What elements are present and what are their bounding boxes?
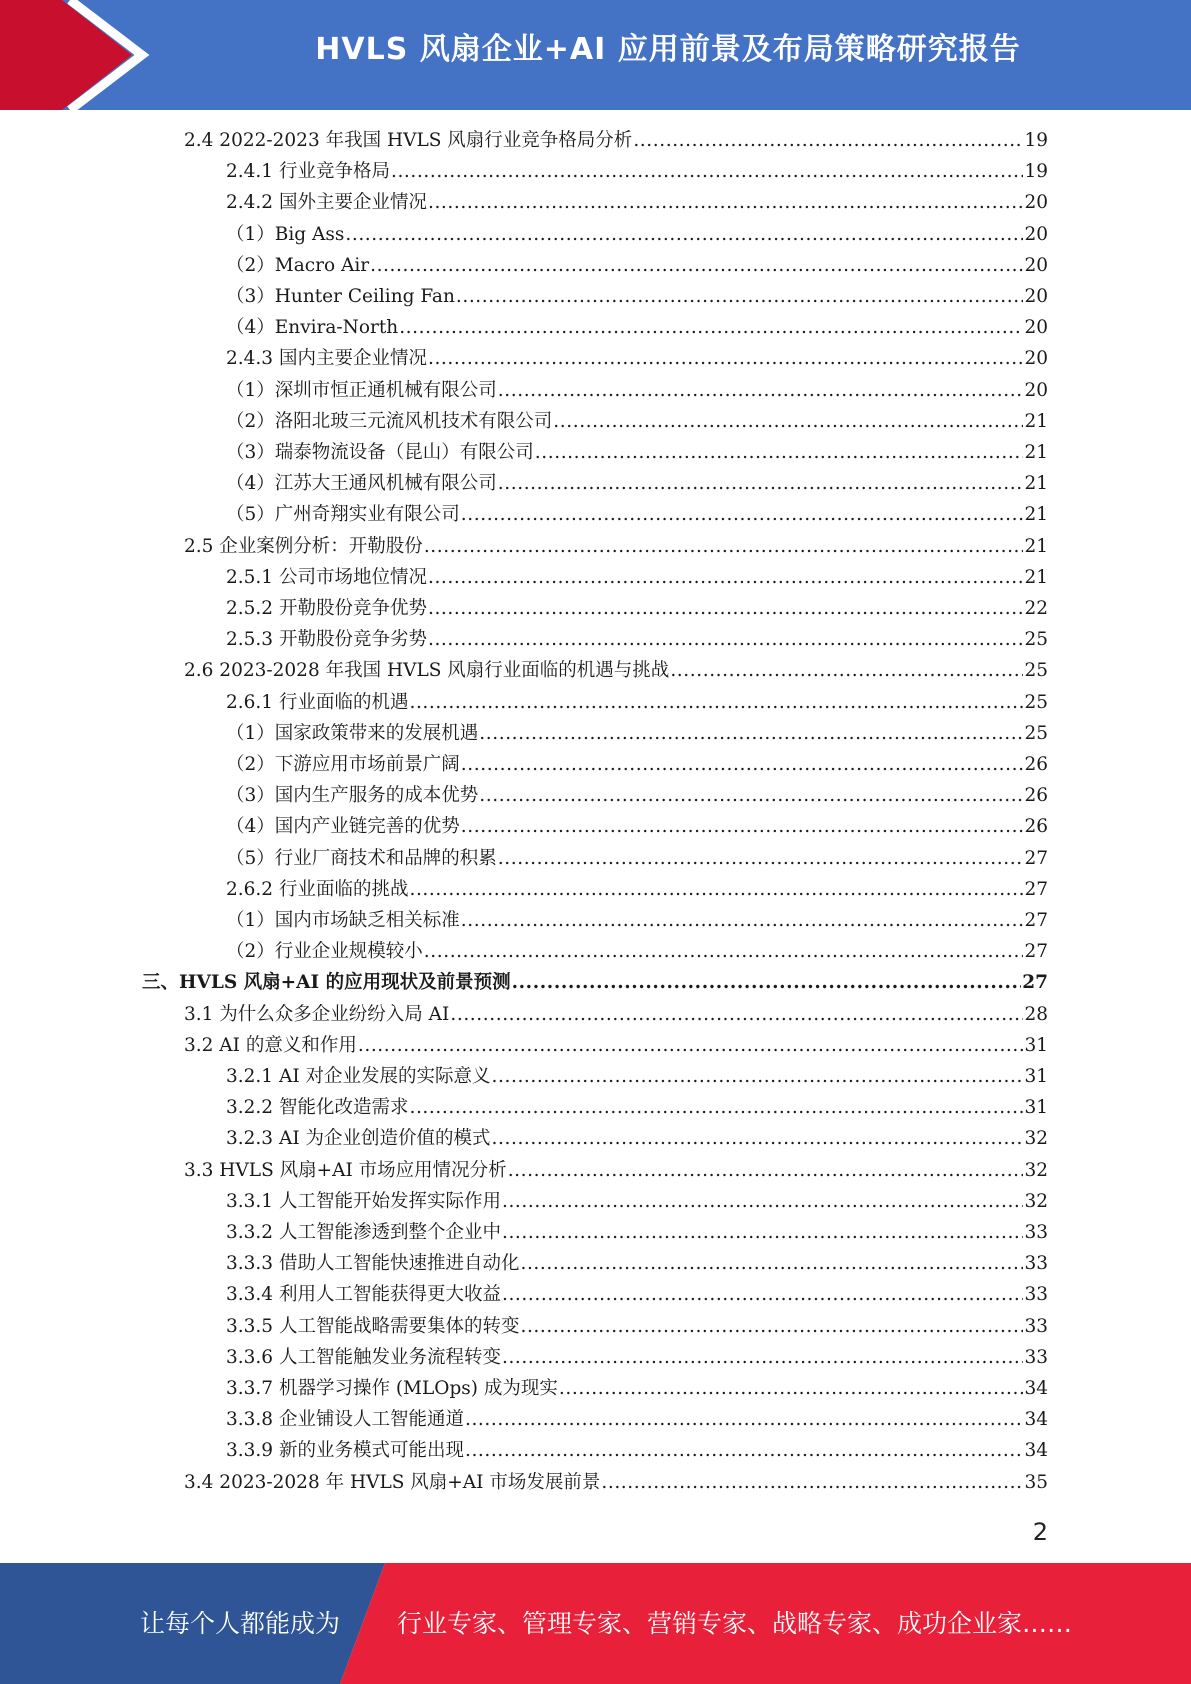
toc-entry-label: （2）洛阳北玻三元流风机技术有限公司 [226, 410, 553, 432]
toc-entry[interactable] [226, 1312, 1048, 1343]
toc-entry-page: 33 [1024, 1253, 1048, 1275]
toc-entry[interactable] [142, 968, 1048, 999]
toc-entry[interactable] [226, 1374, 1048, 1405]
toc-leader-dots [465, 1440, 1023, 1461]
toc-entry[interactable] [226, 220, 1048, 251]
toc-entry[interactable] [184, 532, 1048, 563]
toc-entry-page: 25 [1024, 691, 1048, 713]
toc-leader-dots [498, 380, 1024, 401]
toc-leader-dots [601, 1472, 1023, 1493]
toc-entry-label: 2.4 2022-2023 年我国 HVLS 风扇行业竞争格局分析 [184, 130, 633, 151]
toc-leader-dots [465, 1409, 1023, 1430]
toc-entry-label: （4）江苏大王通风机械有限公司 [226, 473, 497, 495]
toc-entry[interactable] [226, 438, 1048, 469]
toc-leader-dots [479, 785, 1023, 806]
toc-entry-label: （4）Envira-North [226, 317, 399, 339]
toc-entry[interactable] [226, 157, 1048, 188]
toc-leader-dots [559, 1378, 1024, 1399]
toc-entry-label: 2.6.2 行业面临的挑战 [226, 878, 409, 900]
toc-entry-label: 3.2.1 AI 对企业发展的实际意义 [226, 1066, 491, 1087]
toc-leader-dots [428, 192, 1023, 213]
toc-entry[interactable] [226, 719, 1048, 750]
toc-entry-page: 33 [1024, 1315, 1048, 1337]
toc-entry-label: 3.3.1 人工智能开始发挥实际作用 [226, 1190, 501, 1212]
toc-entry-page: 27 [1022, 972, 1048, 994]
toc-entry[interactable] [226, 282, 1048, 313]
toc-entry[interactable] [226, 1405, 1048, 1436]
page-number: 2 [1032, 1518, 1048, 1546]
toc-entry-label: 2.5.3 开勒股份竞争劣势 [226, 629, 427, 651]
report-title: HVLS 风扇企业+AI 应用前景及布局策略研究报告 [315, 32, 1021, 67]
toc-entry-page: 25 [1024, 660, 1048, 682]
toc-entry-page: 26 [1024, 754, 1048, 775]
toc-entry-page: 31 [1024, 1034, 1048, 1056]
toc-entry-page: 20 [1024, 286, 1048, 307]
toc-leader-dots [508, 1160, 1024, 1181]
toc-entry-label: 2.4.1 行业竞争格局 [226, 161, 390, 183]
toc-entry[interactable] [226, 1280, 1048, 1311]
toc-entry-label: 3.3.8 企业铺设人工智能通道 [226, 1409, 464, 1431]
toc-entry-page: 27 [1024, 878, 1048, 900]
toc-entry-label: 3.3.5 人工智能战略需要集体的转变 [226, 1315, 520, 1337]
toc-entry[interactable] [184, 1031, 1048, 1062]
toc-entry-page: 33 [1024, 1284, 1048, 1306]
toc-leader-dots [502, 1222, 1023, 1243]
toc-entry[interactable] [226, 844, 1048, 875]
toc-entry[interactable] [184, 1156, 1048, 1187]
toc-leader-dots [450, 1004, 1023, 1025]
toc-entry[interactable] [226, 1343, 1048, 1374]
toc-entry-label: 2.6.1 行业面临的机遇 [226, 691, 409, 713]
toc-entry-page: 33 [1024, 1346, 1048, 1368]
toc-entry[interactable] [226, 407, 1048, 438]
toc-leader-dots [492, 1128, 1024, 1149]
toc-entry[interactable] [184, 126, 1048, 157]
page-footer [0, 1563, 1191, 1684]
toc-entry-page: 20 [1024, 348, 1048, 370]
toc-leader-dots [428, 348, 1023, 369]
toc-entry-label: （1）国家政策带来的发展机遇 [226, 722, 479, 744]
toc-entry-page: 25 [1024, 722, 1048, 744]
toc-leader-dots [461, 754, 1024, 775]
toc-entry[interactable] [226, 750, 1048, 781]
toc-entry-label: 2.5.2 开勒股份竞争优势 [226, 598, 427, 619]
toc-entry[interactable] [226, 376, 1048, 407]
toc-entry[interactable] [226, 875, 1048, 906]
toc-entry-label: 2.6 2023-2028 年我国 HVLS 风扇行业面临的机遇与挑战 [184, 660, 670, 682]
toc-entry-label: 2.5 企业案例分析：开勒股份 [184, 535, 423, 557]
toc-leader-dots [502, 1347, 1023, 1368]
toc-leader-dots [428, 598, 1023, 619]
toc-entry[interactable] [226, 1062, 1048, 1093]
toc-leader-dots [409, 1097, 1023, 1118]
toc-leader-dots [409, 692, 1023, 713]
toc-entry-page: 26 [1024, 816, 1048, 838]
toc-entry-label: （2）下游应用市场前景广阔 [226, 754, 460, 775]
toc-entry[interactable] [184, 1000, 1048, 1031]
toc-entry[interactable] [226, 937, 1048, 968]
toc-leader-dots [492, 1066, 1024, 1087]
toc-entry[interactable] [184, 1468, 1048, 1499]
toc-entry[interactable] [226, 251, 1048, 282]
toc-entry-page: 25 [1024, 629, 1048, 651]
toc-entry-label: （1）国内市场缺乏相关标准 [226, 910, 460, 931]
toc-entry-label: （4）国内产业链完善的优势 [226, 816, 460, 838]
toc-leader-dots [428, 567, 1023, 588]
toc-entry-page: 21 [1024, 442, 1048, 463]
toc-entry-label: （1）深圳市恒正通机械有限公司 [226, 379, 497, 401]
toc-leader-dots [391, 161, 1023, 182]
toc-entry-page: 22 [1024, 598, 1048, 619]
toc-leader-dots [399, 317, 1023, 338]
toc-leader-dots [428, 629, 1023, 650]
toc-entry-page: 21 [1024, 410, 1048, 432]
toc-entry-label: （3）瑞泰物流设备（昆山）有限公司 [226, 442, 534, 463]
toc-entry[interactable] [226, 781, 1048, 812]
toc-entry-page: 32 [1024, 1128, 1048, 1150]
toc-leader-dots [553, 411, 1023, 432]
toc-leader-dots [456, 286, 1024, 307]
toc-entry-label: 2.5.1 公司市场地位情况 [226, 566, 427, 588]
toc-entry-label: 3.3.2 人工智能渗透到整个企业中 [226, 1222, 501, 1243]
toc-entry-page: 28 [1024, 1003, 1048, 1025]
page-header [0, 0, 1191, 110]
toc-entry[interactable] [226, 812, 1048, 843]
toc-entry[interactable] [226, 1187, 1048, 1218]
toc-leader-dots [345, 224, 1023, 245]
toc-entry[interactable] [226, 188, 1048, 219]
toc-entry[interactable] [226, 625, 1048, 656]
toc-entry-page: 34 [1024, 1378, 1048, 1399]
toc-entry-label: （5）广州奇翔实业有限公司 [226, 504, 460, 526]
toc-entry-label: 3.2.3 AI 为企业创造价值的模式 [226, 1128, 491, 1150]
toc-entry-page: 21 [1024, 566, 1048, 588]
toc-entry[interactable] [226, 469, 1048, 500]
toc-entry-page: 31 [1024, 1066, 1048, 1087]
toc-entry[interactable] [226, 1124, 1048, 1155]
toc-leader-dots [633, 130, 1023, 151]
toc-entry-label: 3.3.9 新的业务模式可能出现 [226, 1440, 464, 1462]
toc-entry[interactable] [226, 1436, 1048, 1467]
toc-entry-label: 3.3 HVLS 风扇+AI 市场应用情况分析 [184, 1159, 507, 1181]
toc-entry-label: （1）Big Ass [226, 223, 345, 245]
toc-entry-page: 20 [1024, 223, 1048, 245]
toc-entry-page: 31 [1024, 1097, 1048, 1119]
toc-entry-label: 3.3.6 人工智能触发业务流程转变 [226, 1346, 501, 1368]
toc-leader-dots [479, 723, 1023, 744]
toc-entry-label: 3.3.7 机器学习操作 (MLOps) 成为现实 [226, 1378, 558, 1399]
toc-entry-page: 20 [1024, 379, 1048, 401]
toc-entry-label: 2.4.2 国外主要企业情况 [226, 192, 427, 214]
toc-leader-dots [461, 910, 1024, 931]
toc-entry-page: 20 [1024, 317, 1048, 339]
toc-entry[interactable] [226, 1218, 1048, 1249]
toc-entry-page: 34 [1024, 1409, 1048, 1431]
toc-entry-page: 34 [1024, 1440, 1048, 1462]
toc-entry-label: 3.4 2023-2028 年 HVLS 风扇+AI 市场发展前景 [184, 1471, 601, 1493]
toc-entry-label: （3）Hunter Ceiling Fan [226, 286, 455, 307]
toc-entry-page: 32 [1024, 1190, 1048, 1212]
toc-entry-page: 20 [1024, 254, 1048, 276]
toc-entry-page: 32 [1024, 1159, 1048, 1181]
toc-entry-label: （2）Macro Air [226, 254, 370, 276]
toc-entry-label: （5）行业厂商技术和品牌的积累 [226, 847, 497, 869]
toc-entry[interactable] [226, 344, 1048, 375]
toc-entry-page: 21 [1024, 504, 1048, 526]
toc-leader-dots [535, 442, 1024, 463]
toc-leader-dots [670, 660, 1023, 681]
toc-entry[interactable] [226, 563, 1048, 594]
toc-entry[interactable] [226, 594, 1048, 625]
toc-entry[interactable] [226, 906, 1048, 937]
toc-leader-dots [461, 816, 1024, 837]
toc-leader-dots [520, 1253, 1023, 1274]
toc-leader-dots [498, 848, 1024, 869]
toc-leader-dots [498, 473, 1024, 494]
toc-entry-label: 3.2.2 智能化改造需求 [226, 1097, 409, 1119]
toc-entry-page: 26 [1024, 785, 1048, 807]
toc-entry[interactable] [184, 656, 1048, 687]
toc-leader-dots [461, 504, 1024, 525]
toc-leader-dots [370, 255, 1023, 276]
toc-entry-page: 33 [1024, 1222, 1048, 1243]
toc-entry-label: 3.1 为什么众多企业纷纷入局 AI [184, 1003, 450, 1025]
toc-entry[interactable] [226, 313, 1048, 344]
toc-leader-dots [409, 879, 1023, 900]
toc-entry[interactable] [226, 1093, 1048, 1124]
toc-entry-label: （2）行业企业规模较小 [226, 941, 423, 963]
toc-entry-page: 35 [1024, 1471, 1048, 1493]
toc-entry[interactable] [226, 500, 1048, 531]
footer-slogan-right: 行业专家、管理专家、营销专家、战略专家、成功企业家…… [397, 1609, 1073, 1638]
toc-entry-page: 20 [1024, 192, 1048, 214]
toc-entry-label: 3.3.3 借助人工智能快速推进自动化 [226, 1253, 520, 1275]
toc-entry[interactable] [226, 688, 1048, 719]
toc-leader-dots [424, 941, 1024, 962]
toc-entry-label: 三、HVLS 风扇+AI 的应用现状及前景预测 [142, 972, 511, 994]
toc-leader-dots [424, 536, 1024, 557]
toc-entry-page: 27 [1024, 847, 1048, 869]
toc-entry-page: 21 [1024, 473, 1048, 495]
toc-entry-label: 2.4.3 国内主要企业情况 [226, 348, 427, 370]
toc-entry-page: 27 [1024, 910, 1048, 931]
toc-leader-dots [512, 972, 1022, 993]
toc-leader-dots [502, 1284, 1023, 1305]
toc-entry-page: 19 [1024, 130, 1048, 151]
toc-entry-page: 19 [1024, 161, 1048, 183]
toc-leader-dots [358, 1035, 1024, 1056]
toc-entry-label: （3）国内生产服务的成本优势 [226, 785, 479, 807]
footer-slogan-left: 让每个人都能成为 [140, 1609, 341, 1638]
toc-leader-dots [520, 1316, 1023, 1337]
toc-entry-label: 3.3.4 利用人工智能获得更大收益 [226, 1284, 501, 1306]
toc-entry-page: 21 [1024, 535, 1048, 557]
toc-entry-label: 3.2 AI 的意义和作用 [184, 1034, 357, 1056]
toc-entry-page: 27 [1024, 941, 1048, 963]
toc-entry[interactable] [226, 1249, 1048, 1280]
toc-leader-dots [502, 1191, 1023, 1212]
